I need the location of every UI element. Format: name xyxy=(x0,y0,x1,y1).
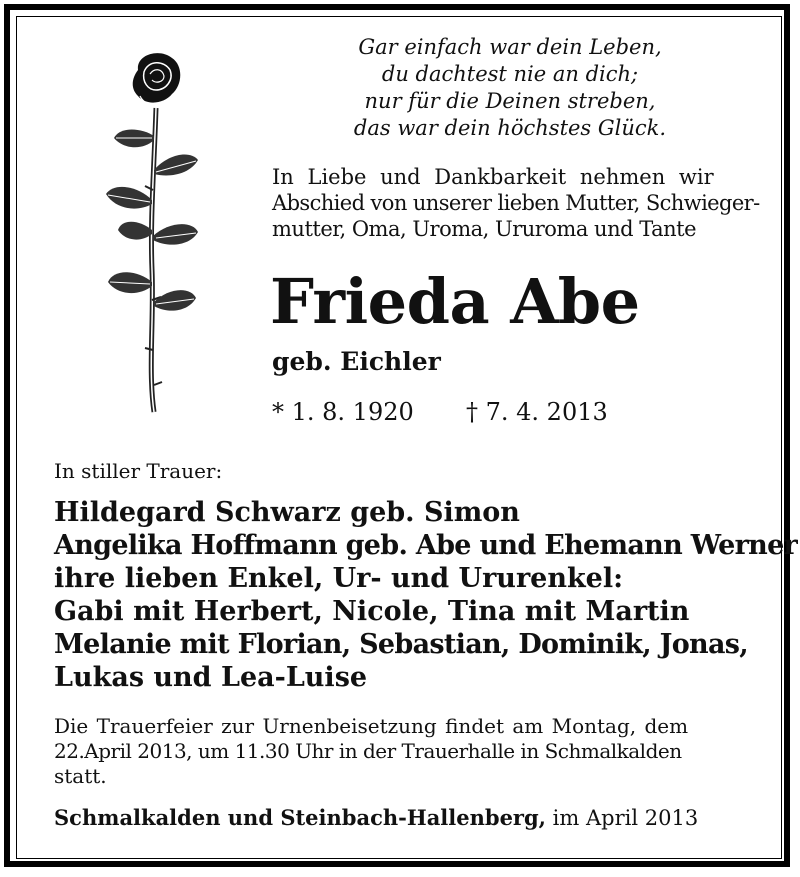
maiden-name: geb. Eichler xyxy=(272,347,441,376)
notice-line: 22.April 2013, um 11.30 Uhr in der Trauerhalle in Schmalkalden xyxy=(54,739,682,763)
intro-line: Abschied von unserer lieben Mutter, Schwieger- xyxy=(272,191,760,215)
mourning-label: In stiller Trauer: xyxy=(54,459,223,483)
intro-line: In Liebe und Dankbarkeit nehmen wir xyxy=(272,165,714,189)
deceased-name: Frieda Abe xyxy=(270,265,640,338)
poem-line: das war dein höchstes Glück. xyxy=(353,116,667,140)
poem-line: du dachtest nie an dich; xyxy=(381,62,639,86)
mourner-line: Angelika Hoffmann geb. Abe und Ehemann Werner xyxy=(54,530,798,561)
notice-line: Die Trauerfeier zur Urnenbeisetzung findet am Montag, dem xyxy=(54,714,689,738)
poem-line: Gar einfach war dein Leben, xyxy=(358,35,662,59)
mourners-list xyxy=(54,496,797,694)
mourner-line: Melanie mit Florian, Sebastian, Dominik, Jonas, xyxy=(54,629,748,660)
funeral-notice xyxy=(54,714,746,789)
signoff-places: Schmalkalden und Steinbach-Hallenberg, xyxy=(54,805,546,830)
intro-text xyxy=(272,164,760,242)
mourner-line: Hildegard Schwarz geb. Simon xyxy=(54,497,520,528)
mourner-line: Gabi mit Herbert, Nicole, Tina mit Martin xyxy=(54,596,690,627)
signoff-date: im April 2013 xyxy=(552,806,699,830)
mourner-line: ihre lieben Enkel, Ur- und Ururenkel: xyxy=(54,563,624,594)
mourner-line: Lukas und Lea-Luise xyxy=(54,662,368,693)
signoff xyxy=(54,804,698,832)
poem-line: nur für die Deinen streben, xyxy=(364,89,656,113)
intro-line: mutter, Oma, Uroma, Ururoma und Tante xyxy=(272,217,696,241)
birth-date: * 1. 8. 1920 xyxy=(272,398,414,426)
notice-line: statt. xyxy=(54,764,107,788)
rose-icon xyxy=(98,50,218,430)
poem xyxy=(300,34,720,142)
death-date: † 7. 4. 2013 xyxy=(466,398,608,426)
